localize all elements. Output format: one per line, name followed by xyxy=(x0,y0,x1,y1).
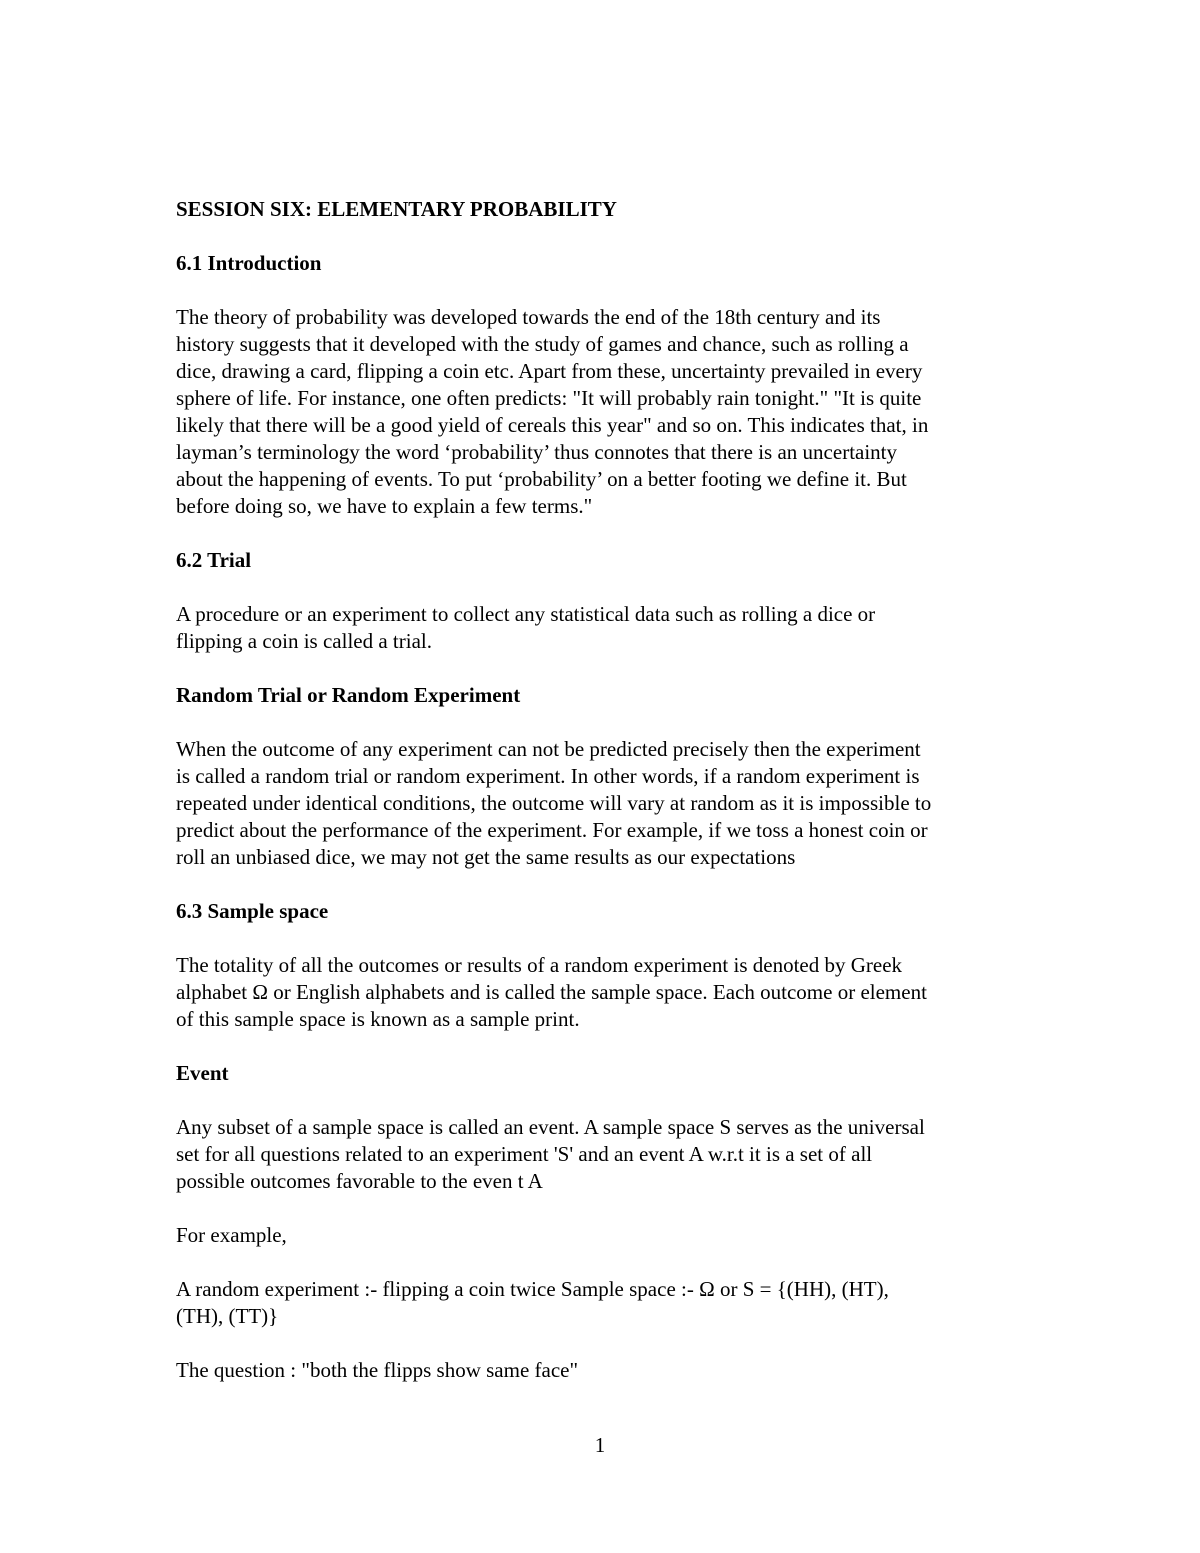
text-line: likely that there will be a good yield of cereals this year" and so on. This indicates that, in xyxy=(176,413,929,437)
text-line: about the happening of events. To put ‘probability’ on a better footing we define it. But xyxy=(176,467,907,491)
example-sample-space xyxy=(176,1276,1036,1330)
text-line: before doing so, we have to explain a few terms." xyxy=(176,494,593,518)
section-heading-introduction: 6.1 Introduction xyxy=(176,251,322,275)
text-line: repeated under identical conditions, the outcome will vary at random as it is impossible to xyxy=(176,791,932,815)
text-line: A procedure or an experiment to collect any statistical data such as rolling a dice or xyxy=(176,602,876,626)
section-heading-trial: 6.2 Trial xyxy=(176,548,252,572)
section-heading-sample-space: 6.3 Sample space xyxy=(176,899,329,923)
text-line: predict about the performance of the experiment. For example, if we toss a honest coin or xyxy=(176,818,928,842)
text-line: roll an unbiased dice, we may not get the same results as our expectations xyxy=(176,845,796,869)
section-body-random-trial xyxy=(176,736,1036,871)
document-page xyxy=(176,196,1036,1411)
text-line: alphabet Ω or English alphabets and is called the sample space. Each outcome or element xyxy=(176,980,927,1004)
section-body-sample-space xyxy=(176,952,1036,1033)
text-line: flipping a coin is called a trial. xyxy=(176,629,432,653)
section-heading-random-trial: Random Trial or Random Experiment xyxy=(176,683,521,707)
text-line: (TH), (TT)} xyxy=(176,1304,279,1328)
text-line: sphere of life. For instance, one often predicts: "It will probably rain tonight." "It is quite xyxy=(176,386,922,410)
page-number: 1 xyxy=(594,1433,606,1457)
text-line: of this sample space is known as a sample print. xyxy=(176,1007,580,1031)
text-line: possible outcomes favorable to the even t A xyxy=(176,1169,543,1193)
text-line: A random experiment :- flipping a coin twice Sample space :- Ω or S = {(HH), (HT), xyxy=(176,1277,889,1301)
document-title: SESSION SIX: ELEMENTARY PROBABILITY xyxy=(176,197,617,221)
text-line: The question : "both the flipps show same face" xyxy=(176,1358,579,1382)
text-line: Any subset of a sample space is called an event. A sample space S serves as the universal xyxy=(176,1115,925,1139)
section-heading-event: Event xyxy=(176,1061,229,1085)
text-line: When the outcome of any experiment can not be predicted precisely then the experiment xyxy=(176,737,921,761)
text-line: history suggests that it developed with the study of games and chance, such as rolling a xyxy=(176,332,909,356)
text-line: dice, drawing a card, flipping a coin etc. Apart from these, uncertainty prevailed in every xyxy=(176,359,923,383)
text-line: set for all questions related to an experiment 'S' and an event A w.r.t it is a set of all xyxy=(176,1142,873,1166)
text-line: For example, xyxy=(176,1223,287,1247)
example-intro xyxy=(176,1222,1036,1249)
section-body-introduction xyxy=(176,304,1036,520)
section-body-trial xyxy=(176,601,1036,655)
text-line: The theory of probability was developed towards the end of the 18th century and its xyxy=(176,305,881,329)
section-body-event xyxy=(176,1114,1036,1195)
text-line: The totality of all the outcomes or results of a random experiment is denoted by Greek xyxy=(176,953,903,977)
example-question xyxy=(176,1357,1036,1384)
text-line: is called a random trial or random experiment. In other words, if a random experiment is xyxy=(176,764,920,788)
text-line: layman’s terminology the word ‘probability’ thus connotes that there is an uncertainty xyxy=(176,440,898,464)
